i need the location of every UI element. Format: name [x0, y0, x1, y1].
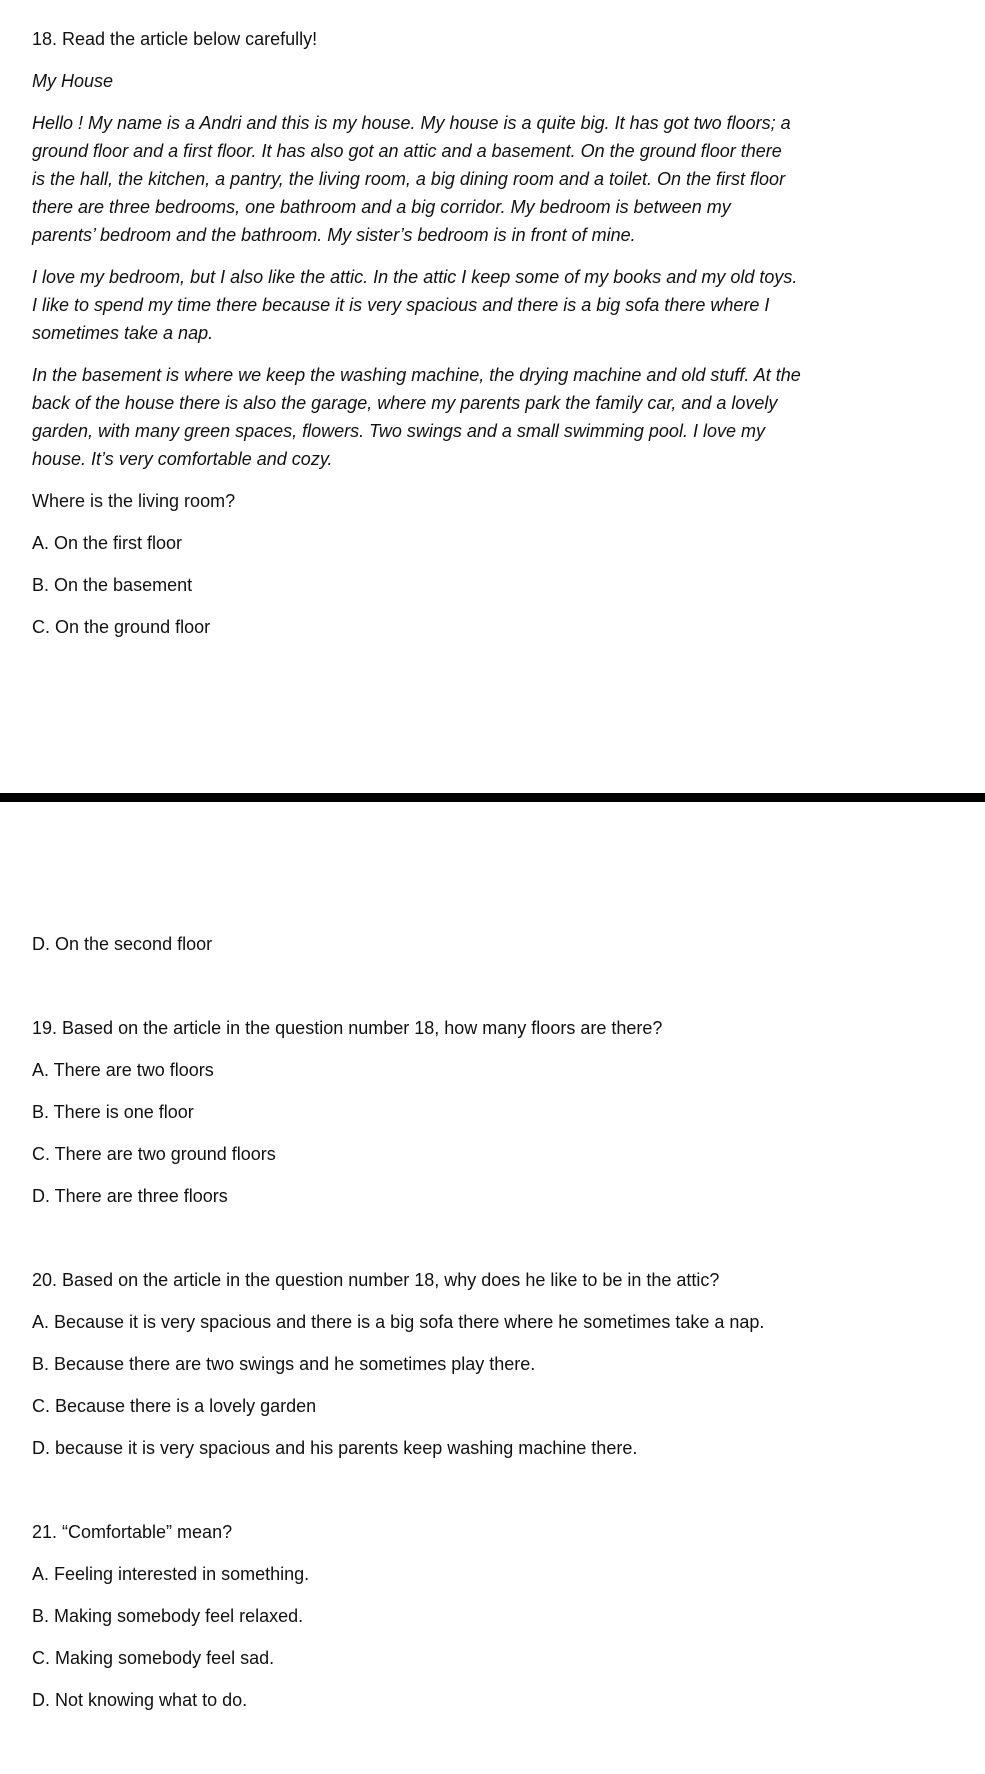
article-title: My House	[32, 71, 114, 91]
q20-option-a: A. Because it is very spacious and there is a big sofa there where he sometimes take a nap.	[32, 1312, 765, 1332]
q18-heading: 18. Read the article below carefully!	[32, 29, 318, 49]
q18-question: Where is the living room?	[32, 491, 236, 511]
q20-question: 20. Based on the article in the question number 18, why does he like to be in the attic?	[32, 1270, 720, 1290]
article-line: there are three bedrooms, one bathroom and a big corridor. My bedroom is between my	[32, 197, 731, 217]
article-line: parents’ bedroom and the bathroom. My sister’s bedroom is in front of mine.	[32, 225, 636, 245]
article-paragraph-3	[32, 361, 872, 473]
q18-option-b: B. On the basement	[32, 575, 193, 595]
q21-option-b: B. Making somebody feel relaxed.	[32, 1606, 304, 1626]
article-line: back of the house there is also the garage, where my parents park the family car, and a lovely	[32, 393, 778, 413]
q20-option-c: C. Because there is a lovely garden	[32, 1396, 317, 1416]
article-line: I love my bedroom, but I also like the attic. In the attic I keep some of my books and my old toys.	[32, 267, 798, 287]
article-line: is the hall, the kitchen, a pantry, the living room, a big dining room and a toilet. On the first floor	[32, 169, 786, 189]
q21-question: 21. “Comfortable” mean?	[32, 1522, 233, 1542]
article-line: Hello ! My name is a Andri and this is my house. My house is a quite big. It has got two floors; a	[32, 113, 791, 133]
article-line: house. It’s very comfortable and cozy.	[32, 449, 333, 469]
article-paragraph-1	[32, 109, 872, 249]
q19-question: 19. Based on the article in the question number 18, how many floors are there?	[32, 1018, 663, 1038]
page-break-divider	[0, 793, 985, 802]
q18-option-c: C. On the ground floor	[32, 617, 211, 637]
q21-option-c: C. Making somebody feel sad.	[32, 1648, 275, 1668]
q19-option-c: C. There are two ground floors	[32, 1144, 276, 1164]
q19-option-b: B. There is one floor	[32, 1102, 194, 1122]
article-paragraph-2	[32, 263, 872, 347]
article-line: garden, with many green spaces, flowers. Two swings and a small swimming pool. I love my	[32, 421, 765, 441]
q20-option-b: B. Because there are two swings and he sometimes play there.	[32, 1354, 536, 1374]
q19-option-a: A. There are two floors	[32, 1060, 214, 1080]
article-line: In the basement is where we keep the washing machine, the drying machine and old stuff. At the	[32, 365, 801, 385]
q21-option-a: A. Feeling interested in something.	[32, 1564, 310, 1584]
q18-option-a: A. On the first floor	[32, 533, 183, 553]
article-line: I like to spend my time there because it is very spacious and there is a big sofa there where I	[32, 295, 770, 315]
article-line: sometimes take a nap.	[32, 323, 214, 343]
q19-option-d: D. There are three floors	[32, 1186, 228, 1206]
article-line: ground floor and a first floor. It has also got an attic and a basement. On the ground floor there	[32, 141, 782, 161]
q20-option-d: D. because it is very spacious and his parents keep washing machine there.	[32, 1438, 638, 1458]
q21-option-d: D. Not knowing what to do.	[32, 1690, 248, 1710]
q18-option-d: D. On the second floor	[32, 934, 213, 954]
